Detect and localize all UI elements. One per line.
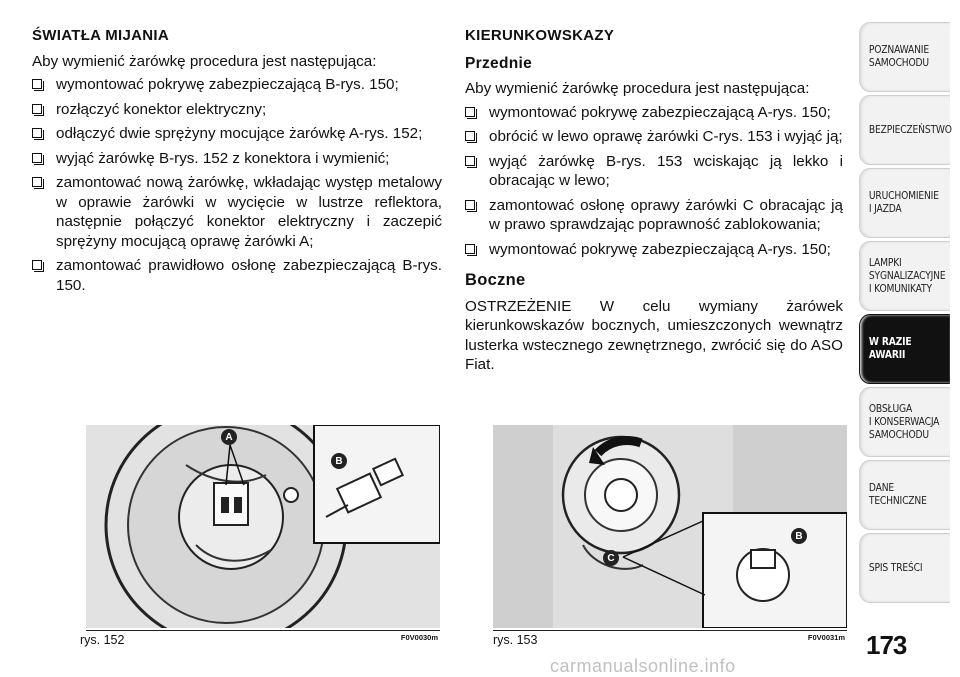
- label-c-badge: C: [603, 550, 619, 566]
- list-item: obrócić w lewo oprawę żarówki C-rys. 153 i wyjąć ją;: [465, 127, 843, 147]
- list-item: zamontować nową żarówkę, wkładając występ metalowy w oprawie żarówki w wycięcie w lustrze reflektora, następnie połączyć konektor elektryczny i zaczepić sprężyny mocującą oprawę żarówki A;: [32, 173, 442, 251]
- label-b-badge: B: [791, 528, 807, 544]
- checkbox-bullet-icon: [32, 153, 42, 163]
- figure-152-footer: [80, 630, 440, 647]
- side-subheading: Boczne: [465, 271, 526, 289]
- watermark: carmanualsonline.info: [550, 656, 736, 676]
- checkbox-bullet-icon: [32, 260, 42, 270]
- figure-152: [86, 425, 440, 628]
- indicators-heading: KIERUNKOWSKAZY: [465, 27, 615, 44]
- tab-bezpieczenstwo[interactable]: BEZPIECZEŃSTWO: [859, 95, 950, 165]
- list-item: wymontować pokrywę zabezpieczającą A-rys. 150;: [465, 103, 843, 123]
- tab-dane-techniczne[interactable]: DANE TECHNICZNE: [859, 460, 950, 530]
- figure-code: F0V0031m: [807, 633, 845, 642]
- list-item: rozłączyć konektor elektryczny;: [32, 100, 442, 120]
- checkbox-bullet-icon: [465, 200, 475, 210]
- chapter-sidebar: [859, 22, 960, 606]
- figure-153-footer: [493, 630, 847, 647]
- page-number: 173: [866, 630, 907, 660]
- checkbox-bullet-icon: [465, 244, 475, 254]
- checkbox-bullet-icon: [465, 107, 475, 117]
- turn-signal-bulb-illustration: [493, 425, 847, 628]
- label-a-badge: A: [221, 429, 237, 445]
- checkbox-bullet-icon: [32, 177, 42, 187]
- figure-153: [493, 425, 847, 628]
- checkbox-bullet-icon: [32, 79, 42, 89]
- checkbox-bullet-icon: [465, 131, 475, 141]
- checkbox-bullet-icon: [32, 104, 42, 114]
- tab-poznawanie-samochodu[interactable]: POZNAWANIE SAMOCHODU: [859, 22, 950, 92]
- low-beam-heading: ŚWIATŁA MIJANIA: [32, 27, 169, 44]
- left-column: [32, 22, 442, 300]
- low-beam-bulb-illustration: [86, 425, 440, 628]
- figure-code: F0V0030m: [400, 633, 438, 642]
- figure-caption: rys. 153: [493, 633, 538, 647]
- figure-caption: rys. 152: [80, 633, 125, 647]
- tab-lampki-sygnalizacyjne[interactable]: LAMPKI SYGNALIZACYJNE I KOMUNIKATY: [859, 241, 950, 311]
- indicators-steps: [465, 103, 843, 260]
- list-item: wymontować pokrywę zabezpieczającą A-rys. 150;: [465, 240, 843, 260]
- label-b-badge: B: [331, 453, 347, 469]
- list-item: wymontować pokrywę zabezpieczającą B-rys. 150;: [32, 75, 442, 95]
- indicators-intro: Aby wymienić żarówkę procedura jest następująca:: [465, 80, 810, 97]
- list-item: odłączyć dwie sprężyny mocujące żarówkę A-rys. 152;: [32, 124, 442, 144]
- low-beam-intro: Aby wymienić żarówkę procedura jest następująca:: [32, 52, 377, 70]
- low-beam-steps: [32, 75, 442, 295]
- checkbox-bullet-icon: [32, 128, 42, 138]
- checkbox-bullet-icon: [465, 156, 475, 166]
- warning-text: OSTRZEŻENIE W celu wymiany żarówek kierunkowskazów bocznych, umieszczonych wewnątrz lusterka wstecznego zewnętrznego, zwrócić się do ASO Fiat.: [465, 297, 843, 373]
- list-item: zamontować prawidłowo osłonę zabezpieczającą B-rys. 150.: [32, 256, 442, 295]
- right-column: [465, 22, 843, 379]
- list-item: zamontować osłonę oprawy żarówki C obracając ją w prawo sprawdzając poprawność zablokowania;: [465, 196, 843, 235]
- tab-spis-tresci[interactable]: SPIS TREŚCI: [859, 533, 950, 603]
- front-subheading: Przednie: [465, 54, 533, 72]
- list-item: wyjąć żarówkę B-rys. 152 z konektora i wymienić;: [32, 149, 442, 169]
- tab-obsluga-i-konserwacja[interactable]: OBSŁUGA I KONSERWACJA SAMOCHODU: [859, 387, 950, 457]
- list-item: wyjąć żarówkę B-rys. 153 wciskając ją lekko i obracając w lewo;: [465, 152, 843, 191]
- tab-w-razie-awarii[interactable]: W RAZIE AWARII: [859, 314, 950, 384]
- tab-uruchomienie-i-jazda[interactable]: URUCHOMIENIE I JAZDA: [859, 168, 950, 238]
